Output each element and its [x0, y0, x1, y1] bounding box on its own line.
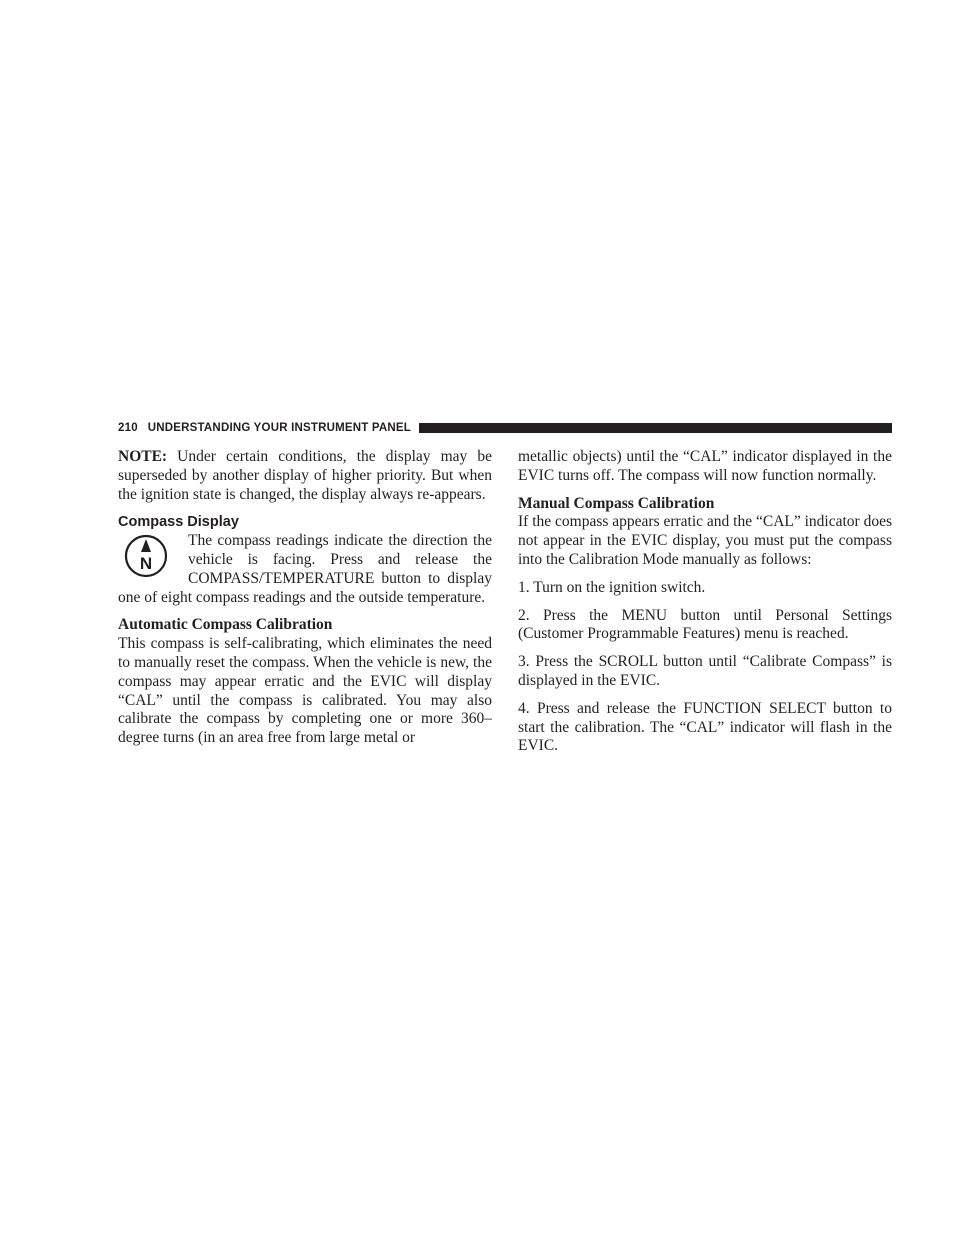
auto-calibration-text: This compass is self-calibrating, which eliminates the need to manually reset the compass. When the vehicle is new, the compass may appear erratic and the EVIC will display “CAL” until the compass is calibrated. You may also calibrate the compass by completing one or more 360–degree turns (in an area free from large metal or: [118, 635, 492, 747]
page-header: [118, 420, 892, 436]
note-text: Under certain conditions, the display may be superseded by another display of higher priority. But when the ignition state is changed, the display always re-appears.: [118, 448, 492, 503]
compass-display-heading: Compass Display: [118, 514, 239, 531]
compass-display-text: The compass readings indicate the direction the vehicle is facing. Press and release the COMPASS/TEMPERATURE button to display one of eight compass readings and the outside temperature.: [118, 532, 492, 606]
compass-icon-letter: N: [139, 554, 153, 574]
manual-calibration-heading: Manual Compass Calibration: [518, 494, 715, 512]
note-paragraph: [118, 448, 492, 504]
left-column: [118, 448, 492, 748]
step-4: 4. Press and release the FUNCTION SELECT button to start the calibration. The “CAL” indicator will flash in the EVIC.: [518, 699, 892, 755]
step-1: 1. Turn on the ignition switch.: [518, 578, 706, 596]
right-column: [518, 448, 892, 756]
compass-icon: [124, 534, 168, 578]
section-title: UNDERSTANDING YOUR INSTRUMENT PANEL: [147, 422, 411, 434]
step-3: 3. Press the SCROLL button until “Calibrate Compass” is displayed in the EVIC.: [518, 653, 892, 689]
note-label: NOTE:: [118, 448, 168, 465]
compass-display-block: [118, 532, 492, 607]
continued-text: metallic objects) until the “CAL” indicator displayed in the EVIC turns off. The compass will now function normally.: [518, 448, 892, 484]
page-number: 210: [118, 422, 138, 434]
step-2: 2. Press the MENU button until Personal Settings (Customer Programmable Features) menu is reached.: [518, 606, 892, 643]
header-rule: [419, 423, 892, 433]
manual-calibration-text: If the compass appears erratic and the “CAL” indicator does not appear in the EVIC display, you must put the compass into the Calibration Mode manually as follows:: [518, 513, 892, 568]
auto-calibration-heading: Automatic Compass Calibration: [118, 616, 333, 634]
